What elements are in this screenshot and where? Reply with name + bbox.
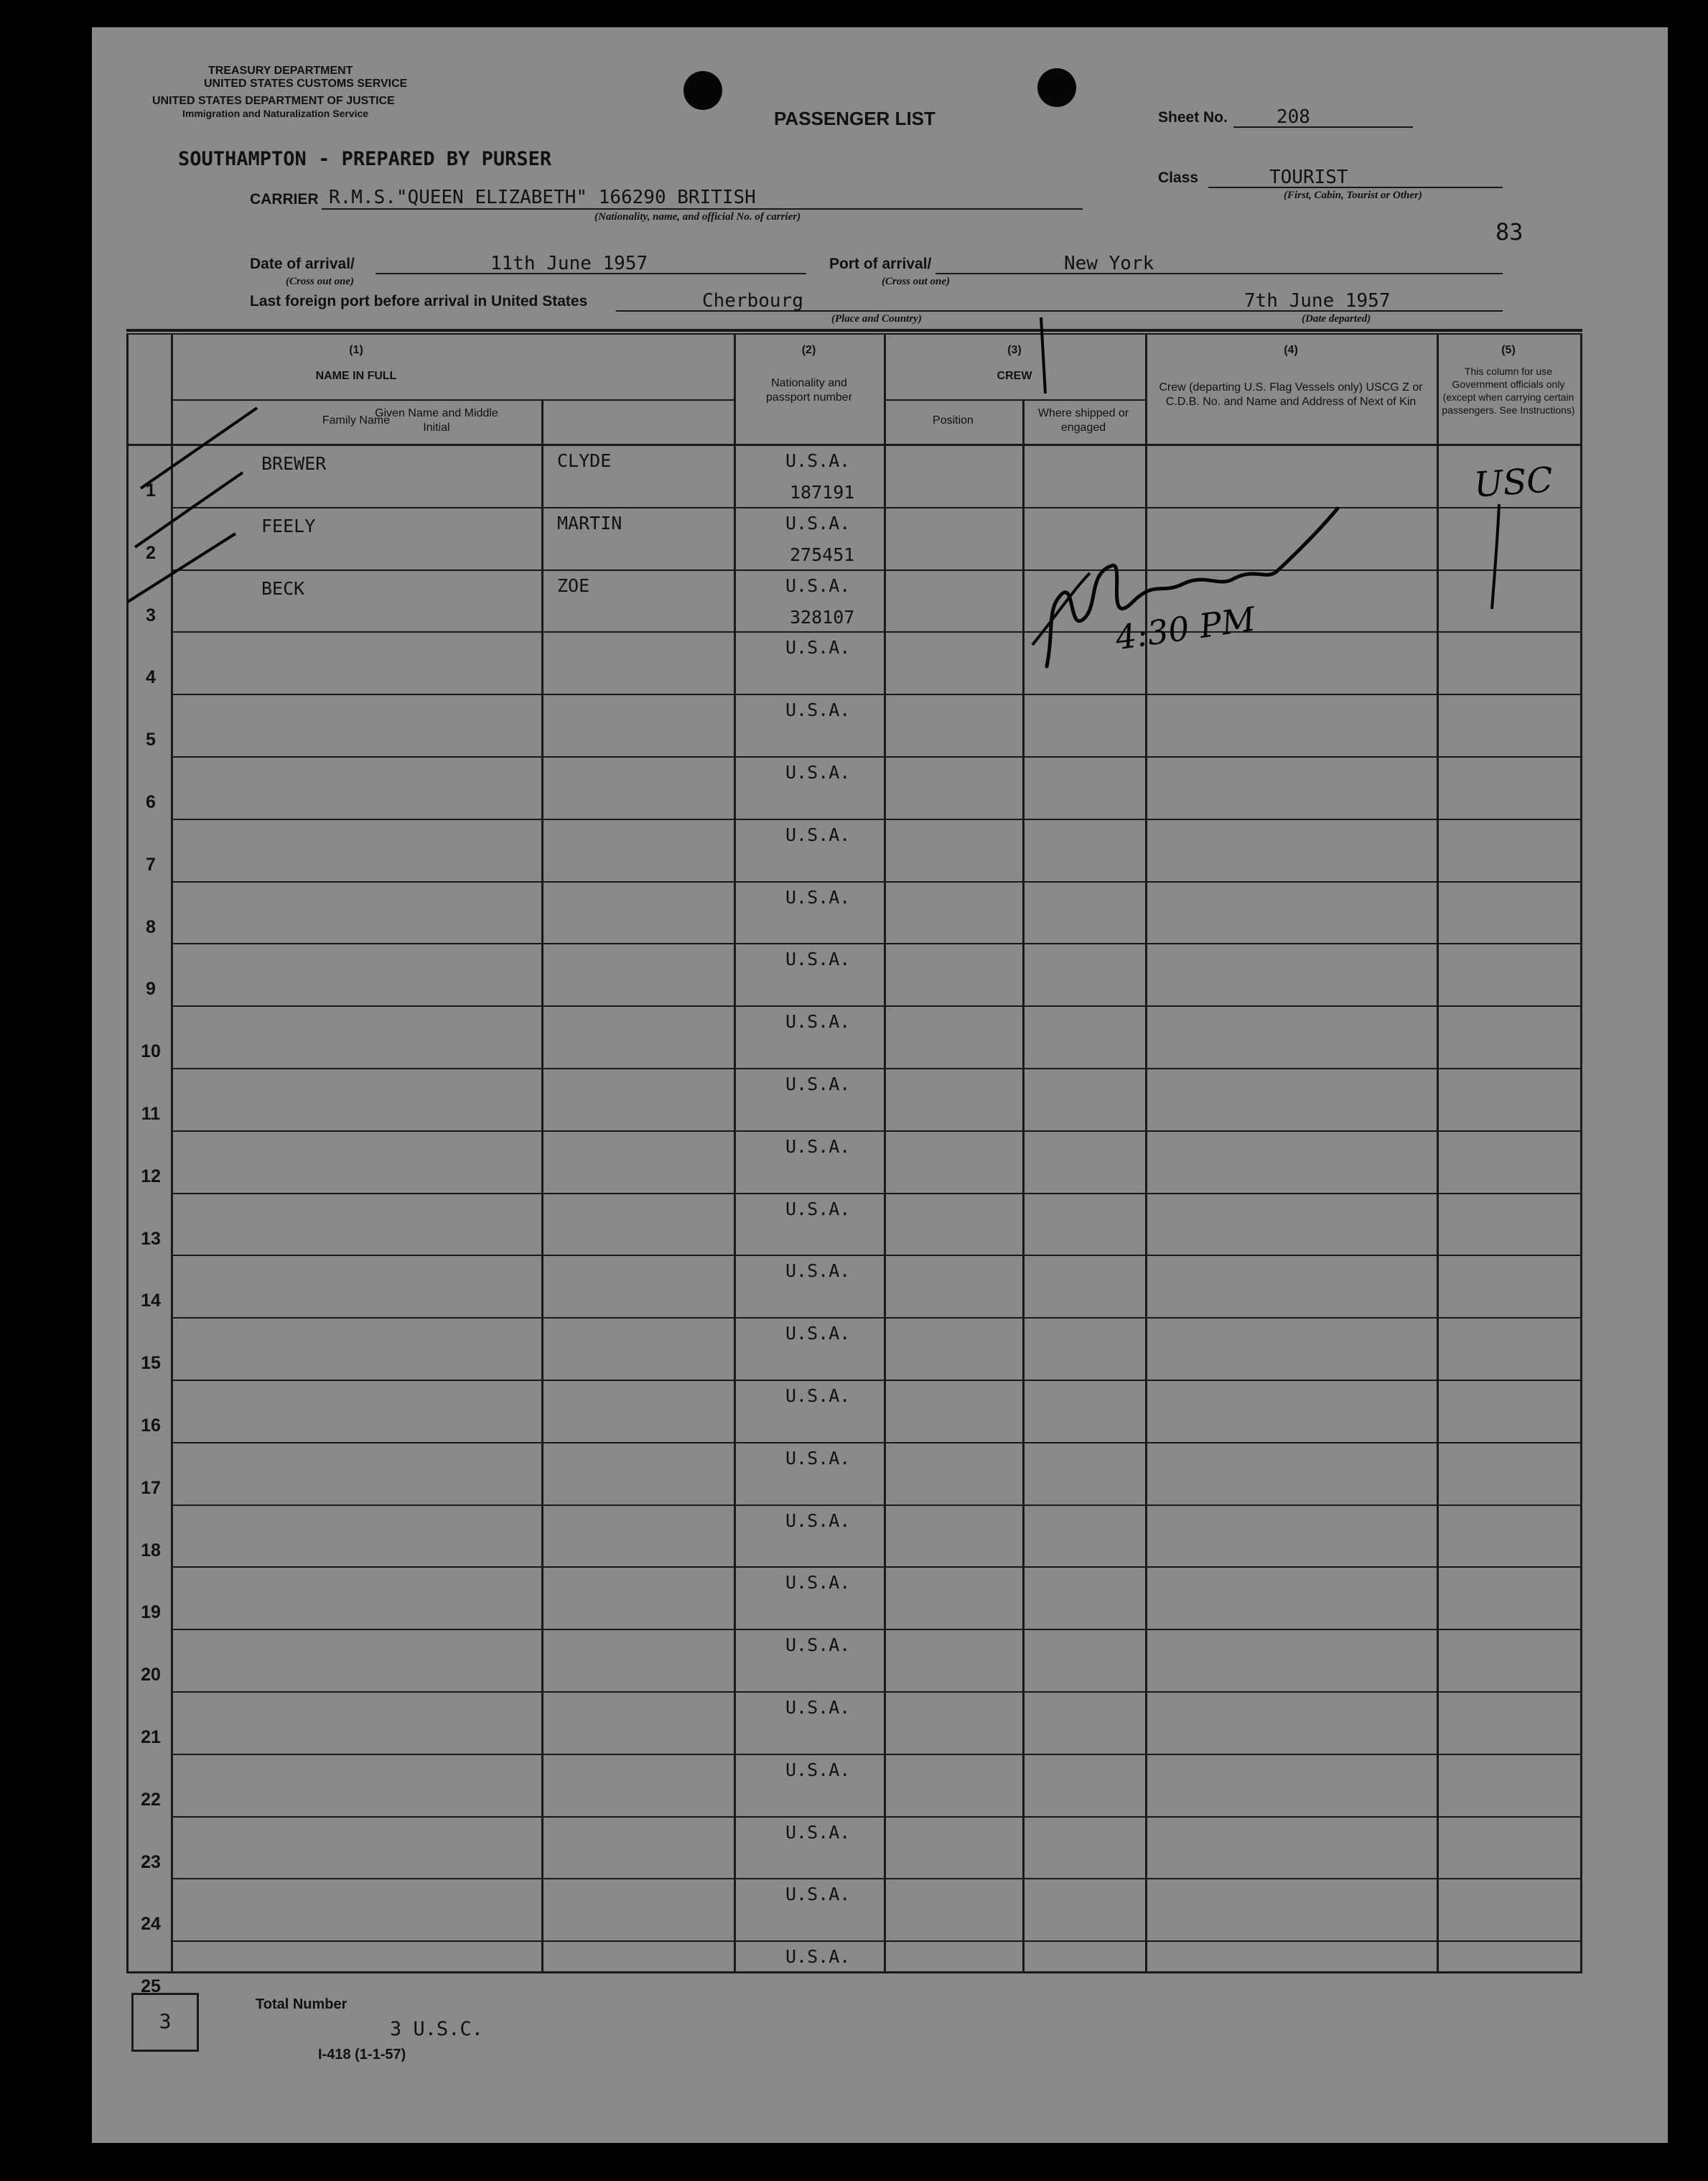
table-row-rule — [171, 1005, 1580, 1007]
sheet-rule — [1233, 126, 1413, 128]
row-number: 5 — [146, 730, 156, 750]
column-number: (5) — [1501, 344, 1516, 356]
passport-number: 187191 — [790, 482, 855, 503]
total-value: 3 U.S.C. — [390, 2018, 484, 2040]
table-row-rule — [171, 1380, 1580, 1381]
row-number: 2 — [146, 542, 156, 563]
row-number: 25 — [141, 1976, 161, 1997]
column-header-shipped: Where shipped or engaged — [1037, 407, 1129, 434]
table-row-rule — [171, 1754, 1580, 1755]
row-number: 18 — [141, 1540, 161, 1561]
nationality: U.S.A. — [785, 1323, 851, 1344]
dept-line: UNITED STATES DEPARTMENT OF JUSTICE — [152, 95, 395, 107]
nationality: U.S.A. — [785, 1821, 851, 1843]
handwritten-signature — [1018, 487, 1348, 688]
column-header-family: Family Name — [322, 414, 391, 427]
table-row-rule — [171, 1878, 1580, 1879]
departed-value: 7th June 1957 — [1244, 290, 1391, 312]
arrival-date-value: 11th June 1957 — [490, 253, 648, 274]
column-header-name: NAME IN FULL — [315, 370, 397, 382]
nationality: U.S.A. — [785, 949, 851, 970]
arrival-date-label: Date of arrival/ — [250, 256, 355, 272]
table-row-rule — [171, 694, 1580, 695]
total-box — [131, 1993, 199, 2052]
table-border — [1580, 335, 1582, 1973]
total-label: Total Number — [256, 1996, 347, 2012]
class-rule — [1208, 187, 1503, 188]
passport-number: 275451 — [790, 544, 855, 565]
nationality: U.S.A. — [785, 575, 851, 596]
arrival-port-value: New York — [1064, 253, 1154, 274]
row-number: 11 — [141, 1104, 161, 1124]
table-row-rule — [171, 569, 1580, 571]
row-number: 23 — [141, 1851, 161, 1872]
table-row-rule — [171, 1505, 1580, 1506]
nationality: U.S.A. — [785, 1884, 851, 1905]
table-row-rule — [171, 507, 1580, 508]
nationality: U.S.A. — [785, 762, 851, 783]
row-number: 16 — [141, 1415, 161, 1436]
total-box-value: 3 — [159, 2009, 172, 2033]
checkmark-stroke — [121, 526, 264, 616]
column-number: (2) — [801, 344, 816, 356]
row-number: 13 — [141, 1228, 161, 1249]
row-number: 10 — [141, 1041, 161, 1062]
row-number: 22 — [141, 1789, 161, 1810]
sheet-number: 208 — [1277, 106, 1310, 128]
table-row-rule — [171, 1816, 1580, 1818]
nationality: U.S.A. — [785, 1697, 851, 1718]
family-name: BECK — [261, 577, 305, 599]
punch-hole — [1037, 68, 1076, 107]
table-row-rule — [171, 1255, 1580, 1256]
nationality: U.S.A. — [785, 1074, 851, 1094]
carrier-rule — [322, 208, 1083, 210]
column-number: (4) — [1284, 344, 1298, 356]
table-row-rule — [171, 631, 1580, 633]
nationality: U.S.A. — [785, 699, 851, 721]
arrival-port-rule — [935, 273, 1503, 274]
dept-line: Immigration and Naturalization Service — [182, 108, 369, 119]
table-bottom-rule — [126, 1971, 1582, 1973]
row-number: 8 — [146, 916, 156, 937]
given-name: MARTIN — [557, 512, 622, 534]
row-number: 19 — [141, 1602, 161, 1623]
column-divider — [884, 335, 886, 1973]
nationality: U.S.A. — [785, 1572, 851, 1594]
column-header-crew: CREW — [997, 370, 1032, 382]
nationality: U.S.A. — [785, 1759, 851, 1780]
dept-line: TREASURY DEPARTMENT — [208, 65, 353, 77]
table-row-rule — [171, 1068, 1580, 1069]
column-divider — [1437, 335, 1439, 1973]
departed-caption: (Date departed) — [1302, 313, 1371, 325]
column-header-given: Given Name and Middle Initial — [375, 407, 498, 434]
nationality: U.S.A. — [785, 1260, 851, 1282]
carrier-label: CARRIER — [250, 191, 319, 208]
table-row-rule — [171, 1566, 1580, 1568]
table-row-rule — [171, 756, 1580, 758]
header-bottom-rule — [126, 444, 1582, 446]
table-row-rule — [171, 1442, 1580, 1443]
row-number: 24 — [141, 1914, 161, 1935]
row-number: 9 — [146, 979, 156, 1000]
nationality: U.S.A. — [785, 1135, 851, 1157]
sheet-label: Sheet No. — [1158, 109, 1228, 126]
form-number: I-418 (1-1-57) — [318, 2047, 406, 2063]
cross-out-caption: (Cross out one) — [286, 276, 355, 287]
nationality: U.S.A. — [785, 1634, 851, 1656]
row-number: 15 — [141, 1353, 161, 1374]
column-header-official-use: This column for use Government officials only (except when carrying certain passengers. See Instructions) — [1442, 366, 1575, 416]
nationality: U.S.A. — [785, 1198, 851, 1219]
column-header-nationality: Nationality and passport number — [765, 377, 853, 404]
table-row-rule — [171, 1940, 1580, 1942]
class-label: Class — [1158, 169, 1199, 186]
handwritten-usc-mark: USC — [1473, 460, 1554, 506]
nationality: U.S.A. — [785, 637, 851, 659]
nationality: U.S.A. — [785, 1385, 851, 1406]
table-row-rule — [171, 943, 1580, 944]
punch-hole — [683, 71, 722, 110]
table-row-rule — [171, 1317, 1580, 1319]
class-caption: (First, Cabin, Tourist or Other) — [1284, 190, 1422, 201]
table-row-rule — [171, 819, 1580, 820]
row-number: 21 — [141, 1727, 161, 1747]
row-number: 20 — [141, 1665, 161, 1685]
class-value: TOURIST — [1269, 167, 1348, 188]
header-split-rule — [884, 399, 1145, 401]
handwritten-time: 4:30 PM — [1113, 599, 1258, 658]
row-number: 4 — [146, 667, 156, 688]
nationality: U.S.A. — [785, 886, 851, 908]
cross-out-caption: (Cross out one) — [882, 276, 951, 287]
column-header-position: Position — [933, 414, 974, 427]
column-header-next-of-kin: Crew (departing U.S. Flag Vessels only) USCG Z or C.D.B. No. and Name and Address of Next of Kin — [1159, 381, 1423, 408]
nationality: U.S.A. — [785, 824, 851, 845]
table-row-rule — [171, 1193, 1580, 1194]
row-number: 17 — [141, 1477, 161, 1498]
table-top-rule — [126, 333, 1582, 335]
column-divider — [541, 399, 543, 1973]
given-name: CLYDE — [557, 450, 612, 471]
row-number: 3 — [146, 605, 156, 626]
nationality: U.S.A. — [785, 1510, 851, 1531]
nationality: U.S.A. — [785, 1447, 851, 1469]
nationality: U.S.A. — [785, 512, 851, 534]
handwritten-stroke — [1485, 501, 1513, 616]
row-number: 12 — [141, 1166, 161, 1186]
last-port-caption: (Place and Country) — [831, 313, 922, 325]
prepared-by: SOUTHAMPTON - PREPARED BY PURSER — [178, 148, 552, 170]
table-row-rule — [171, 881, 1580, 883]
given-name: ZOE — [557, 575, 590, 596]
row-number: 7 — [146, 854, 156, 875]
family-name: BREWER — [261, 453, 327, 474]
passport-number: 328107 — [790, 606, 855, 628]
table-row-rule — [171, 1629, 1580, 1630]
table-top-rule — [126, 329, 1582, 332]
last-port-value: Cherbourg — [702, 290, 803, 312]
row-number: 14 — [141, 1291, 161, 1311]
carrier-caption: (Nationality, name, and official No. of carrier) — [594, 211, 801, 223]
row-number: 1 — [146, 480, 156, 501]
column-divider — [734, 335, 736, 1973]
last-port-label: Last foreign port before arrival in United States — [250, 293, 588, 310]
table-row-rule — [171, 1130, 1580, 1132]
carrier-value: R.M.S."QUEEN ELIZABETH" 166290 BRITISH — [329, 187, 756, 208]
nationality: U.S.A. — [785, 1946, 851, 1968]
passenger-list-sheet — [92, 27, 1668, 2143]
nationality: U.S.A. — [785, 1011, 851, 1033]
column-number: (1) — [349, 344, 363, 356]
dept-line: UNITED STATES CUSTOMS SERVICE — [204, 78, 408, 90]
column-number: (3) — [1007, 344, 1022, 356]
page-title: PASSENGER LIST — [774, 108, 935, 129]
page-count: 83 — [1495, 218, 1523, 246]
handwritten-stroke — [1032, 315, 1054, 401]
nationality: U.S.A. — [785, 450, 851, 471]
arrival-port-label: Port of arrival/ — [829, 256, 932, 272]
table-row-rule — [171, 1691, 1580, 1693]
row-number: 6 — [146, 792, 156, 812]
family-name: FEELY — [261, 515, 316, 536]
